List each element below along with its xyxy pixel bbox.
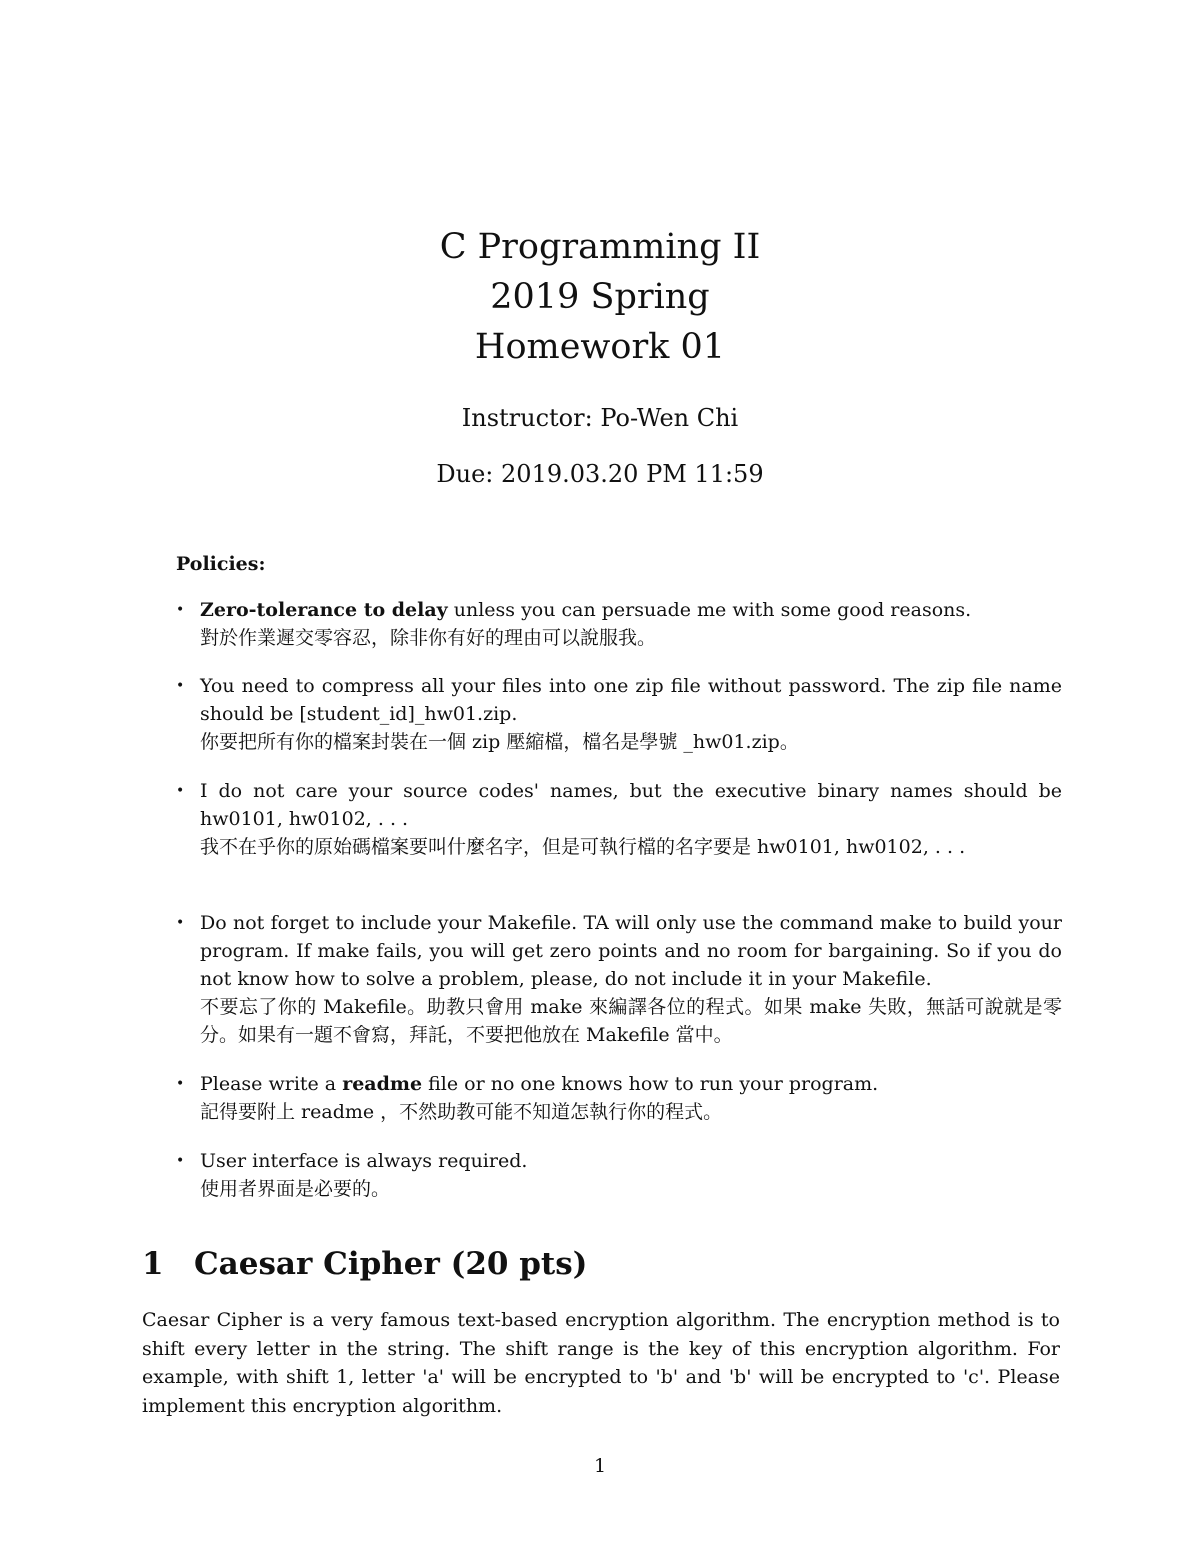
policy-text-en: file or no one knows how to run your program. [422,1073,879,1095]
policy-text-zh: 我不在乎你的原始碼檔案要叫什麼名字，但是可執行檔的名字要是 hw0101, hw0102, . . . [200,836,966,858]
section-number: 1 [142,1246,164,1282]
policy-item-delay [176,596,1062,652]
policy-text-en: Please write a [200,1073,343,1095]
policy-text-en: unless you can persuade me with some good reasons. [447,599,972,621]
policy-emphasis: Zero-tolerance to delay [200,599,448,621]
bullet-icon: • [176,1076,185,1092]
section-heading [142,1242,587,1286]
semester-title: 2019 Spring [490,277,710,317]
policy-text-en: Do not forget to include your Makefile. TA will only use the command make to build your program. If make fails, you will get zero points and no room for bargaining. So if you do not know how to solve a problem, please, do not include it in your Makefile. [200,912,1062,990]
due-date-line: Due: 2019.03.20 PM 11:59 [436,460,764,488]
bullet-icon: • [176,1153,185,1169]
policy-text-zh: 記得要附上 readme ，不然助教可能不知道怎執行你的程式。 [200,1101,723,1123]
policy-emphasis: readme [342,1073,423,1095]
bullet-icon: • [176,678,185,694]
section-title: Caesar Cipher (20 pts) [194,1246,588,1282]
policy-item-ui [176,1147,1062,1203]
policy-item-readme [176,1070,1062,1126]
policy-text-zh: 你要把所有你的檔案封裝在一個 zip 壓縮檔，檔名是學號 _hw01.zip。 [200,731,799,753]
document-title [0,222,1200,372]
policy-text-en: I do not care your source codes' names, but the executive binary names should be hw0101, hw0102, . . . [200,780,1062,830]
policy-text-zh: 使用者界面是必要的。 [200,1178,391,1200]
course-title: C Programming II [439,227,761,267]
policy-text-en: User interface is always required. [200,1150,528,1172]
policy-item-makefile [176,909,1062,1049]
bullet-icon: • [176,915,185,931]
homework-title: Homework 01 [474,327,726,367]
page-number: 1 [593,1455,607,1477]
policy-item-binary-names [176,777,1062,861]
section-body: Caesar Cipher is a very famous text-based encryption algorithm. The encryption method is to shift every letter in the string. The shift range is the key of this encryption algorithm. For example, with shift 1, letter 'a' will be encrypted to 'b' and 'b' will be encrypted to 'c'. Please implement this encryption algorithm. [142,1309,1060,1417]
policy-item-zip [176,672,1062,756]
policy-text-en: You need to compress all your files into one zip file without password. The zip file name should be [student_id]_hw01.zip. [200,675,1062,725]
instructor-line: Instructor: Po-Wen Chi [461,404,739,432]
bullet-icon: • [176,783,185,799]
policies-heading: Policies: [176,553,266,575]
policy-text-zh: 不要忘了你的 Makefile。助教只會用 make 來編譯各位的程式。如果 make 失敗，無話可說就是零分。如果有一題不會寫，拜託，不要把他放在 Makefile 當中。 [200,996,1062,1046]
policy-text-zh: 對於作業遲交零容忍，除非你有好的理由可以說服我。 [200,627,657,649]
bullet-icon: • [176,602,185,618]
